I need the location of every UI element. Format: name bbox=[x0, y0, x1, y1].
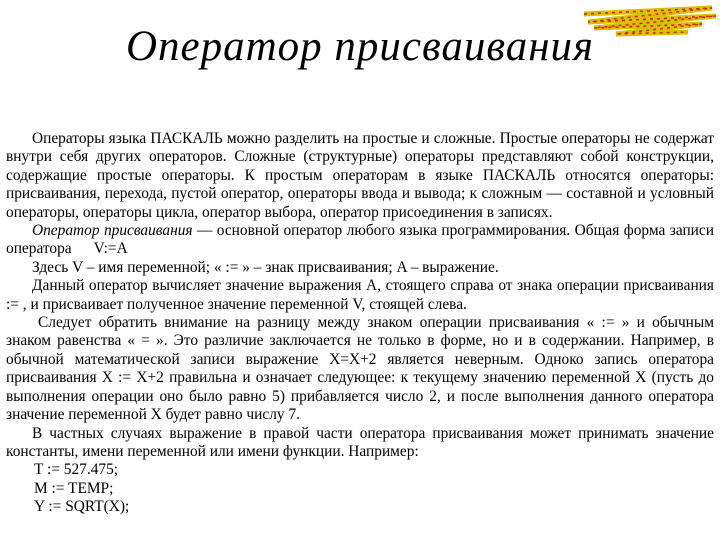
paragraph-difference: Следует обратить внимание на разницу между знаком операции присваивания « := » и обычным знаком равенства « = ». Это различие заключается не только в форме, но и в содержании. Например, в обычной математической записи выражение X=X+2 является неверным. Одноко запись оператора присваивания X := X+2 правильна и означает следующее: к текущему значению переменной X (пусть до выполнения операции оно было равно 5) прибавляется число 2, и после выполнения данного оператора значение переменной X будет равно числу 7. bbox=[6, 314, 714, 424]
paragraph-special-cases: В частных случаях выражение в правой части оператора присваивания может принимать значение константы, имени переменной или имени функции. Например: bbox=[6, 424, 714, 460]
paragraph-evaluation: Данный оператор вычисляет значение выражения A, стоящего справа от знака операции присваивания := , и присваивает полученное значение переменной V, стоящей слева. bbox=[6, 277, 714, 313]
assignment-general-form: V:=A bbox=[93, 240, 128, 258]
paragraph-assignment-definition bbox=[6, 222, 714, 259]
zigzag-decoration-icon bbox=[580, 2, 720, 42]
code-example: Y := SQRT(X); bbox=[34, 498, 130, 516]
code-example: M := TEMP; bbox=[34, 479, 114, 497]
paragraph-notation: Здесь V – имя переменной; « := » – знак присваивания; A – выражение. bbox=[32, 258, 499, 276]
slide-title: Оператор присваивания bbox=[125, 23, 595, 70]
slide-body bbox=[6, 130, 714, 517]
assignment-term: Оператор присваивания bbox=[32, 222, 193, 240]
paragraph-operators-intro: Операторы языка ПАСКАЛЬ можно разделить на простые и сложные. Простые операторы не содержат внутри себя других операторов. Сложные (структурные) операторы представляют собой конструкции, содержащие простые операторы. К простым операторам в языке ПАСКАЛЬ относятся операторы: присваивания, перехода, пустой оператор, операторы ввода и вывода; к сложным — составной и условный операторы, операторы цикла, оператор выбора, оператор присоединения в записях. bbox=[6, 130, 714, 221]
assignment-definition-text: — основной оператор любого языка программирования. Общая форма записи оператора bbox=[6, 222, 714, 258]
code-example: T := 527.475; bbox=[34, 461, 119, 479]
